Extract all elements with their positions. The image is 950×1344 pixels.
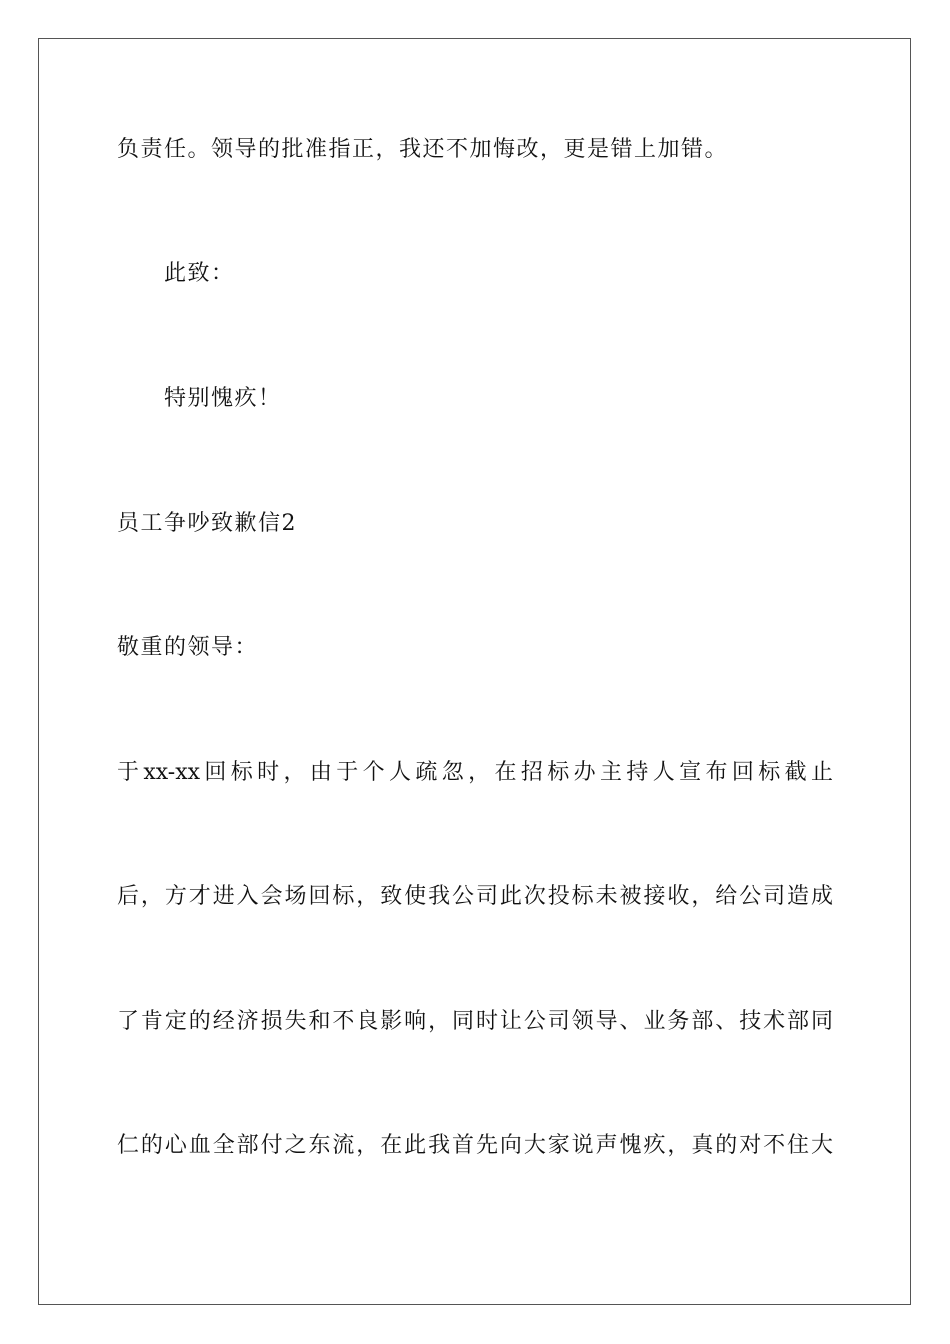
greeting: 敬重的领导：: [117, 635, 259, 660]
body-line-5: 仁的心血全部付之东流，在此我首先向大家说声愧疚，真的对不住大: [117, 1133, 833, 1158]
document-page: [38, 38, 911, 1305]
body-line-2: 于xx-xx回标时，由于个人疏忽，在招标办主持人宣布回标截止: [117, 760, 833, 785]
body-line-4: 了肯定的经济损失和不良影响，同时让公司领导、业务部、技术部同: [117, 1009, 833, 1034]
closing-remark: 特别愧疚！: [164, 386, 282, 411]
body-line-3: 后，方才进入会场回标，致使我公司此次投标未被接收，给公司造成: [117, 884, 833, 909]
closing-salutation: 此致：: [164, 261, 235, 286]
body-line-1: 负责任。领导的批准指正，我还不加悔改，更是错上加错。: [117, 137, 729, 162]
section-title: 员工争吵致歉信2: [117, 511, 297, 536]
